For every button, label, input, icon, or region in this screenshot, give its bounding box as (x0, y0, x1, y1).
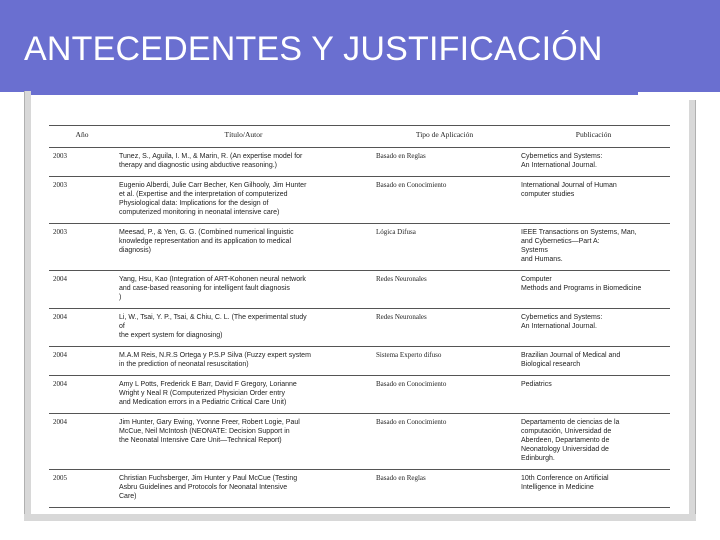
cell-year: 2005 (49, 470, 115, 508)
cell-application-type: Lógica Difusa (372, 224, 517, 271)
cell-application-type: Basado en Conocimiento (372, 376, 517, 414)
cell-year: 2003 (49, 224, 115, 271)
cell-publication: Brazilian Journal of Medical and Biological research (517, 347, 670, 376)
cell-application-type: Basado en Conocimiento (372, 177, 517, 224)
table-row (49, 470, 670, 508)
cell-year: 2004 (49, 376, 115, 414)
antecedentes-table-container (49, 125, 670, 508)
cell-title-author: M.A.M Reis, N.R.S Ortega y P.S.P Silva (Fuzzy expert system in the prediction of neonatal resuscitation) (115, 347, 372, 376)
table-row (49, 414, 670, 470)
cell-title-author: Yang, Hsu, Kao (Integration of ART-Kohonen neural network and case-based reasoning for intelligent fault diagnosis ) (115, 271, 372, 309)
table-row (49, 177, 670, 224)
slide-title: ANTECEDENTES Y JUSTIFICACIÓN (24, 30, 603, 68)
cell-year: 2004 (49, 271, 115, 309)
table-row (49, 271, 670, 309)
cell-title-author: Tunez, S., Aguila, I. M., & Marin, R. (An expertise model for therapy and diagnostic using abductive reasoning.) (115, 148, 372, 177)
table-header-row (49, 126, 670, 148)
title-underline (24, 91, 638, 95)
cell-title-author: Jim Hunter, Gary Ewing, Yvonne Freer, Robert Logie, Paul McCue, Neil McIntosh (NEONATE: Decision Support in the Neonatal Intensive Care Unit—Technical Report) (115, 414, 372, 470)
antecedentes-table (49, 125, 670, 508)
header-application-type: Tipo de Aplicación (372, 126, 517, 148)
right-frame-border (689, 100, 696, 521)
cell-title-author: Christian Fuchsberger, Jim Hunter y Paul McCue (Testing Asbru Guidelines and Protocols for Neonatal Intensive Care) (115, 470, 372, 508)
cell-application-type: Sistema Experto difuso (372, 347, 517, 376)
cell-year: 2003 (49, 177, 115, 224)
cell-application-type: Basado en Reglas (372, 470, 517, 508)
cell-publication: 10th Conference on Artificial Intelligence in Medicine (517, 470, 670, 508)
cell-publication: Computer Methods and Programs in Biomedicine (517, 271, 670, 309)
cell-application-type: Basado en Conocimiento (372, 414, 517, 470)
cell-application-type: Redes Neuronales (372, 271, 517, 309)
cell-year: 2003 (49, 148, 115, 177)
cell-publication: Cybernetics and Systems: An International Journal. (517, 148, 670, 177)
left-frame-border (24, 91, 31, 521)
cell-title-author: Amy L Potts, Frederick E Barr, David F Gregory, Lorianne Wright y Neal R (Computerized Physician Order entry and Medication errors in a Pediatric Critical Care Unit) (115, 376, 372, 414)
cell-year: 2004 (49, 347, 115, 376)
cell-publication: Cybernetics and Systems: An International Journal. (517, 309, 670, 347)
table-row (49, 224, 670, 271)
header-year: Año (49, 126, 115, 148)
cell-publication: IEEE Transactions on Systems, Man, and Cybernetics—Part A: Systems and Humans. (517, 224, 670, 271)
cell-application-type: Redes Neuronales (372, 309, 517, 347)
header-title-author: Título/Autor (115, 126, 372, 148)
table-row (49, 347, 670, 376)
table-row (49, 376, 670, 414)
header-publication: Publicación (517, 126, 670, 148)
cell-publication: Departamento de ciencias de la computación, Universidad de Aberdeen, Departamento de Neonatology Universidad de Edinburgh. (517, 414, 670, 470)
table-row (49, 148, 670, 177)
cell-title-author: Meesad, P., & Yen, G. G. (Combined numerical linguistic knowledge representation and its application to medical diagnosis) (115, 224, 372, 271)
cell-publication: International Journal of Human computer studies (517, 177, 670, 224)
cell-year: 2004 (49, 309, 115, 347)
bottom-frame-border (24, 514, 696, 521)
cell-title-author: Li, W., Tsai, Y. P., Tsai, & Chiu, C. L. (The experimental study of the expert system for diagnosing) (115, 309, 372, 347)
cell-application-type: Basado en Reglas (372, 148, 517, 177)
cell-title-author: Eugenio Alberdi, Julie Carr Becher, Ken Gilhooly, Jim Hunter et al. (Expertise and the interpretation of computerized Physiological data: Implications for the design of computerized monitoring in neonatal intensive care) (115, 177, 372, 224)
cell-publication: Pediatrics (517, 376, 670, 414)
cell-year: 2004 (49, 414, 115, 470)
table-row (49, 309, 670, 347)
